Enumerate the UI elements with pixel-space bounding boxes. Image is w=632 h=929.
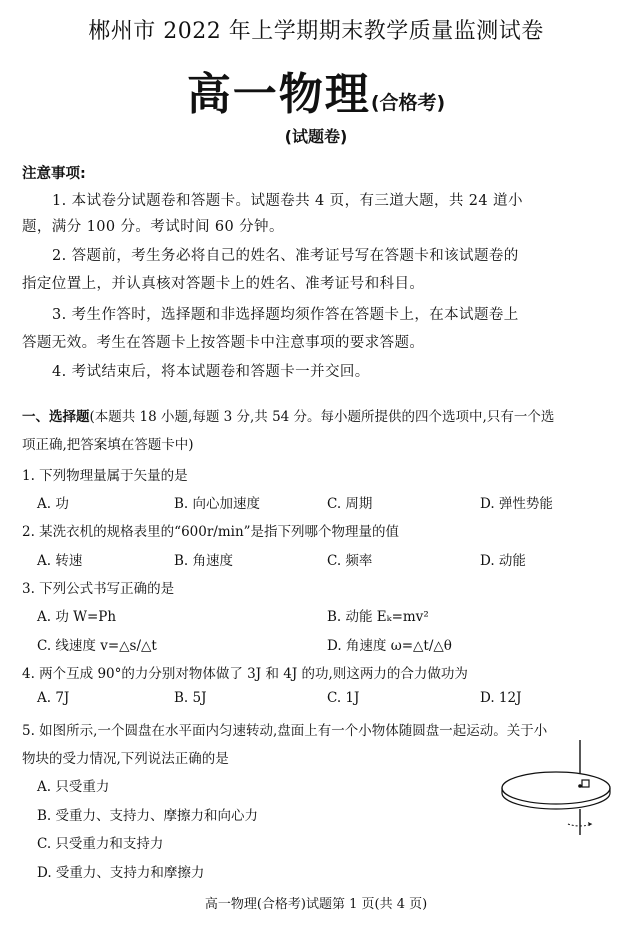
option-c: C. 线速度 v=△s/△t [37, 638, 157, 654]
option-b: B. 5J [174, 690, 207, 706]
notice-line: 2. 答题前，考生务必将自己的姓名、准考证号写在答题卡和该试题卷的 [52, 248, 519, 264]
disc-top [502, 772, 610, 804]
question-stem: 1. 下列物理量属于矢量的是 [22, 468, 188, 484]
question-stem: 2. 某洗衣机的规格表里的“600r/min”是指下列哪个物理量的值 [22, 524, 400, 540]
notice-line: 3. 考生作答时，选择题和非选择题均须作答在答题卡上，在本试题卷上 [52, 307, 519, 323]
option-a: A. 功 [37, 496, 69, 512]
subject-name: 高一物理 [186, 69, 371, 120]
option-a: A. 转速 [37, 553, 83, 569]
question-stem: 3. 下列公式书写正确的是 [22, 581, 175, 597]
section-heading-line [22, 405, 554, 425]
option-a: A. 只受重力 [37, 779, 110, 795]
option-c: C. 1J [327, 690, 360, 706]
option-d: D. 弹性势能 [480, 496, 553, 512]
option-c: C. 只受重力和支持力 [37, 836, 164, 852]
page-footer: 高一物理(合格考)试题第 1 页(共 4 页) [204, 897, 428, 912]
disc-center [578, 784, 582, 788]
option-c: C. 频率 [327, 553, 373, 569]
small-block [582, 780, 589, 787]
paper-type: (试题卷) [284, 127, 348, 146]
option-a: A. 7J [37, 690, 70, 706]
option-c: C. 周期 [327, 496, 373, 512]
notice-heading: 注意事项: [22, 166, 86, 182]
option-d: D. 12J [480, 690, 522, 706]
option-a: A. 功 W=Ph [37, 609, 117, 625]
option-d: D. 受重力、支持力和摩擦力 [37, 865, 205, 881]
section-desc-cont: 项正确,把答案填在答题卡中) [22, 437, 194, 453]
question-stem: 4. 两个互成 90°的力分别对物体做了 3J 和 4J 的功,则这两力的合力做功为 [22, 666, 468, 682]
notice-line: 指定位置上，并认真核对答题卡上的姓名、准考证号和科目。 [22, 276, 425, 292]
exam-title: 郴州市 2022 年上学期期末教学质量监测试卷 [88, 19, 544, 44]
option-d: D. 动能 [480, 553, 526, 569]
question-stem: 5. 如图所示,一个圆盘在水平面内匀速转动,盘面上有一个小物体随圆盘一起运动。关于小 [22, 723, 548, 739]
notice-line: 题，满分 100 分。考试时间 60 分钟。 [22, 219, 284, 235]
option-d: D. 角速度 ω=△t/△θ [327, 638, 452, 654]
rotating-disc-figure [498, 738, 618, 838]
notice-line: 答题无效。考生在答题卡上按答题卡中注意事项的要求答题。 [22, 335, 425, 351]
section-heading: 一、选择题 [22, 409, 90, 425]
notice-line: 4. 考试结束后，将本试题卷和答题卡一并交回。 [52, 364, 370, 380]
section-desc: (本题共 18 小题,每题 3 分,共 54 分。每小题所提供的四个选项中,只有一个选 [89, 409, 555, 425]
question-stem-cont: 物块的受力情况,下列说法正确的是 [22, 751, 229, 767]
option-b: B. 动能 Eₖ=mv² [327, 609, 429, 625]
subject-title [0, 58, 632, 122]
option-b: B. 角速度 [174, 553, 234, 569]
notice-line: 1. 本试卷分试题卷和答题卡。试题卷共 4 页，有三道大题，共 24 道小 [52, 193, 523, 209]
option-b: B. 向心加速度 [174, 496, 261, 512]
option-b: B. 受重力、支持力、摩擦力和向心力 [37, 808, 259, 824]
subject-note: (合格考) [370, 92, 446, 114]
